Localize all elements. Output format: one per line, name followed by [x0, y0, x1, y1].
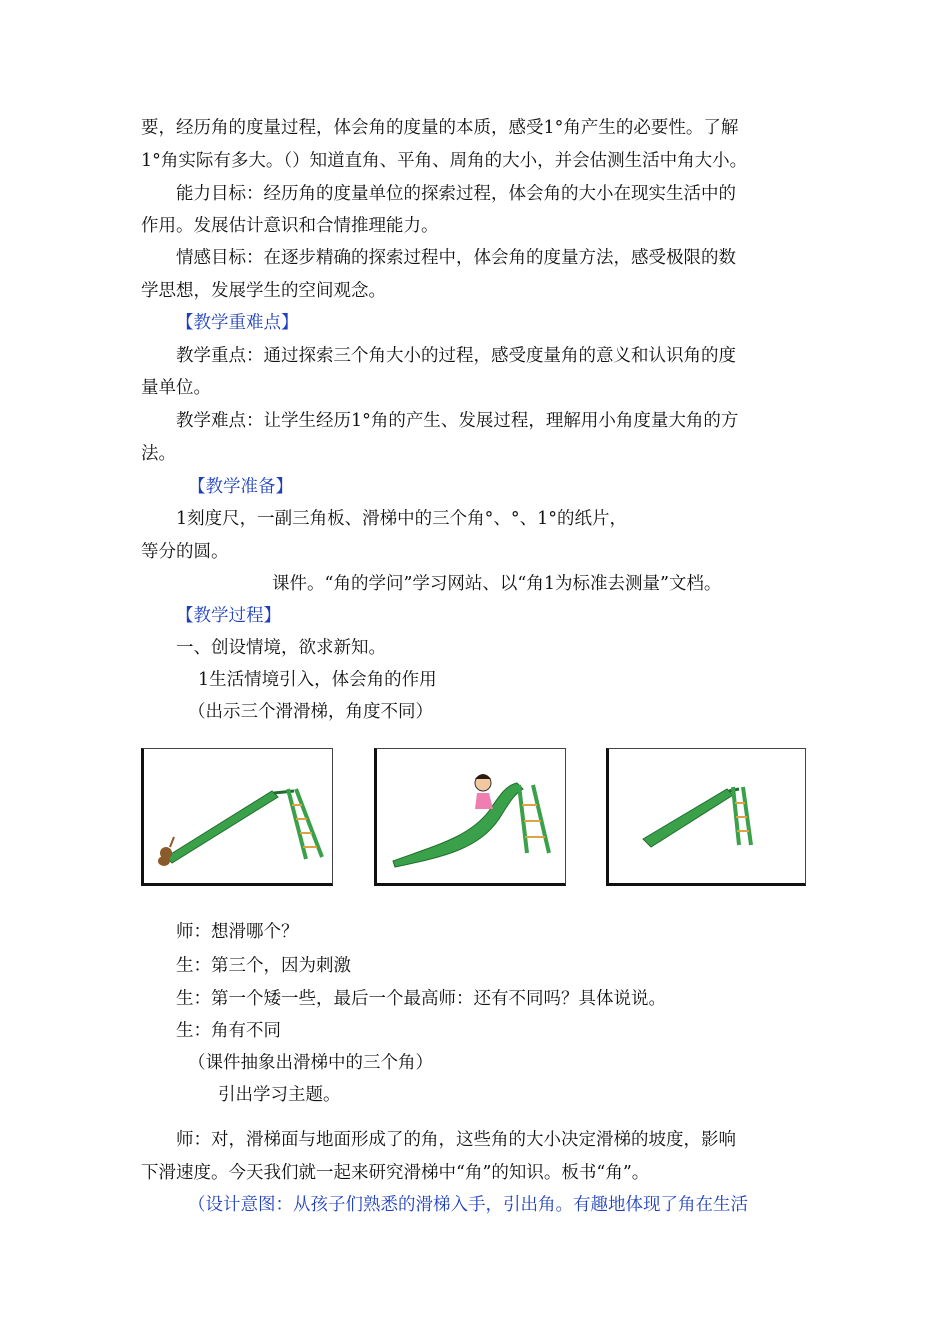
dialogue-student-3: 生：角有不同 — [176, 1021, 281, 1041]
heading-process: 【教学过程】 — [176, 606, 281, 626]
preparation-line-3: 课件。“角的学问”学习网站、以“角1为标准去测量”文档。 — [272, 574, 722, 594]
emotion-goal-line-1: 情感目标：在逐步精确的探索过程中，体会角的度量方法，感受极限的数 — [176, 248, 736, 268]
heading-key-points: 【教学重难点】 — [176, 313, 299, 333]
ability-goal-line-2: 作用。发展估计意识和合情推理能力。 — [141, 216, 439, 236]
dialogue-student-1: 生：第三个，因为刺激 — [176, 956, 351, 976]
key-point-line-2: 量单位。 — [141, 378, 211, 398]
dialogue-teacher-1: 师：想滑哪个？ — [176, 922, 299, 942]
section-one-title: 一、创设情境，欲求新知。 — [176, 638, 386, 658]
difficulty-line-2: 法。 — [141, 444, 176, 464]
teacher-summary-line-2: 下滑速度。今天我们就一起来研究滑梯中“角”的知识。板书“角”。 — [141, 1163, 650, 1183]
show-slides-note: （出示三个滑滑梯，角度不同） — [188, 702, 433, 722]
key-point-line-1: 教学重点：通过探索三个角大小的过程，感受度量角的意义和认识角的度 — [176, 346, 736, 366]
figure-slide-curved — [374, 748, 566, 886]
ability-goal-line-1: 能力目标：经历角的度量单位的探索过程，体会角的大小在现实生活中的 — [176, 184, 736, 204]
courseware-note: （课件抽象出滑梯中的三个角） — [188, 1053, 433, 1073]
preparation-line-1: 1刻度尺，一副三角板、滑梯中的三个角°、°、1°的纸片， — [176, 509, 628, 529]
introduce-topic: 引出学习主题。 — [218, 1085, 341, 1105]
figure-slide-steep — [606, 748, 806, 886]
objective-line-1: 要，经历角的度量过程，体会角的度量的本质，感受1°角产生的必要性。了解 — [141, 118, 739, 138]
design-intent: （设计意图：从孩子们熟悉的滑梯入手，引出角。有趣地体现了角在生活 — [188, 1195, 748, 1215]
difficulty-line-1: 教学难点：让学生经历1°角的产生、发展过程，理解用小角度量大角的方 — [176, 411, 739, 431]
teacher-summary-line-1: 师：对，滑梯面与地面形成了的角，这些角的大小决定滑梯的坡度，影响 — [176, 1130, 736, 1150]
emotion-goal-line-2: 学思想，发展学生的空间观念。 — [141, 281, 386, 301]
objective-line-2: 1°角实际有多大。（）知道直角、平角、周角的大小，并会估测生活中角大小。 — [141, 151, 748, 171]
preparation-line-2: 等分的圆。 — [141, 542, 229, 562]
step-one-title: 1生活情境引入，体会角的作用 — [198, 670, 437, 690]
dialogue-student-2: 生：第一个矮一些，最后一个最高师：还有不同吗？具体说说。 — [176, 989, 666, 1009]
figure-slide-low — [141, 748, 333, 886]
heading-preparation: 【教学准备】 — [188, 477, 293, 497]
